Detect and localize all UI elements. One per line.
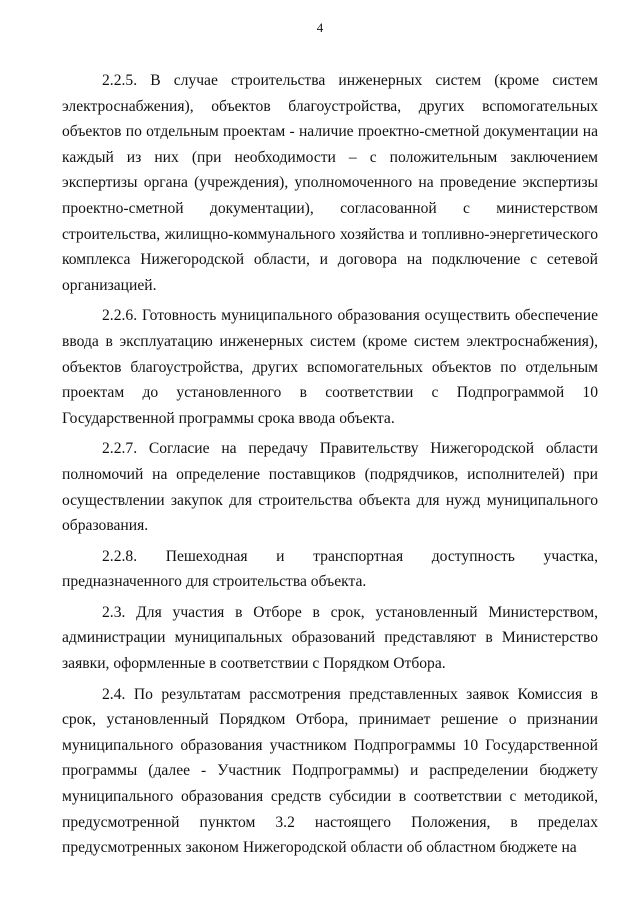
- paragraph-2-2-5: 2.2.5. В случае строительства инженерных систем (кроме систем электроснабжения), объектов благоустройства, других вспомогательных объектов по отдельным проектам - наличие проектно-сметной документации на каждый из них (при необходимости – с положительным заключением экспертизы органа (учреждения), уполномоченного на проведение экспертизы проектно-сметной документации), согласованной с министерством строительства, жилищно-коммунального хозяйства и топливно-энергетического комплекса Нижегородской области, и договора на подключение с сетевой организацией.: [62, 72, 598, 294]
- paragraph-2-2-6: 2.2.6. Готовность муниципального образования осуществить обеспечение ввода в эксплуатацию инженерных систем (кроме систем электроснабжения), объектов благоустройства, других вспомогательных объектов по отдельным проектам до установленного в соответствии с Подпрограммой 10 Государственной программы срока ввода объекта.: [62, 307, 598, 427]
- paragraph-2-2-8: 2.2.8. Пешеходная и транспортная доступность участка, предназначенного для строительства объекта.: [62, 547, 598, 591]
- document-body: [62, 68, 598, 866]
- paragraph-2-2-7: 2.2.7. Согласие на передачу Правительству Нижегородской области полномочий на определение поставщиков (подрядчиков, исполнителей) при осуществлении закупок для строительства объекта для нужд муниципального образования.: [62, 440, 598, 535]
- paragraph-2-4: 2.4. По результатам рассмотрения представленных заявок Комиссия в срок, установленный Порядком Отбора, принимает решение о признании муниципального образования участником Подпрограммы 10 Государственной программы (далее - Участник Подпрограммы) и распределении бюджету муниципального образования средств субсидии в соответствии с методикой, предусмотренной пунктом 3.2 настоящего Положения, в пределах предусмотренных законом Нижегородской области об областном бюджете на: [62, 685, 598, 857]
- page-number: 4: [316, 20, 324, 35]
- paragraph-2-3: 2.3. Для участия в Отборе в срок, установленный Министерством, администрации муниципальных образований представляют в Министерство заявки, оформленные в соответствии с Порядком Отбора.: [62, 603, 598, 673]
